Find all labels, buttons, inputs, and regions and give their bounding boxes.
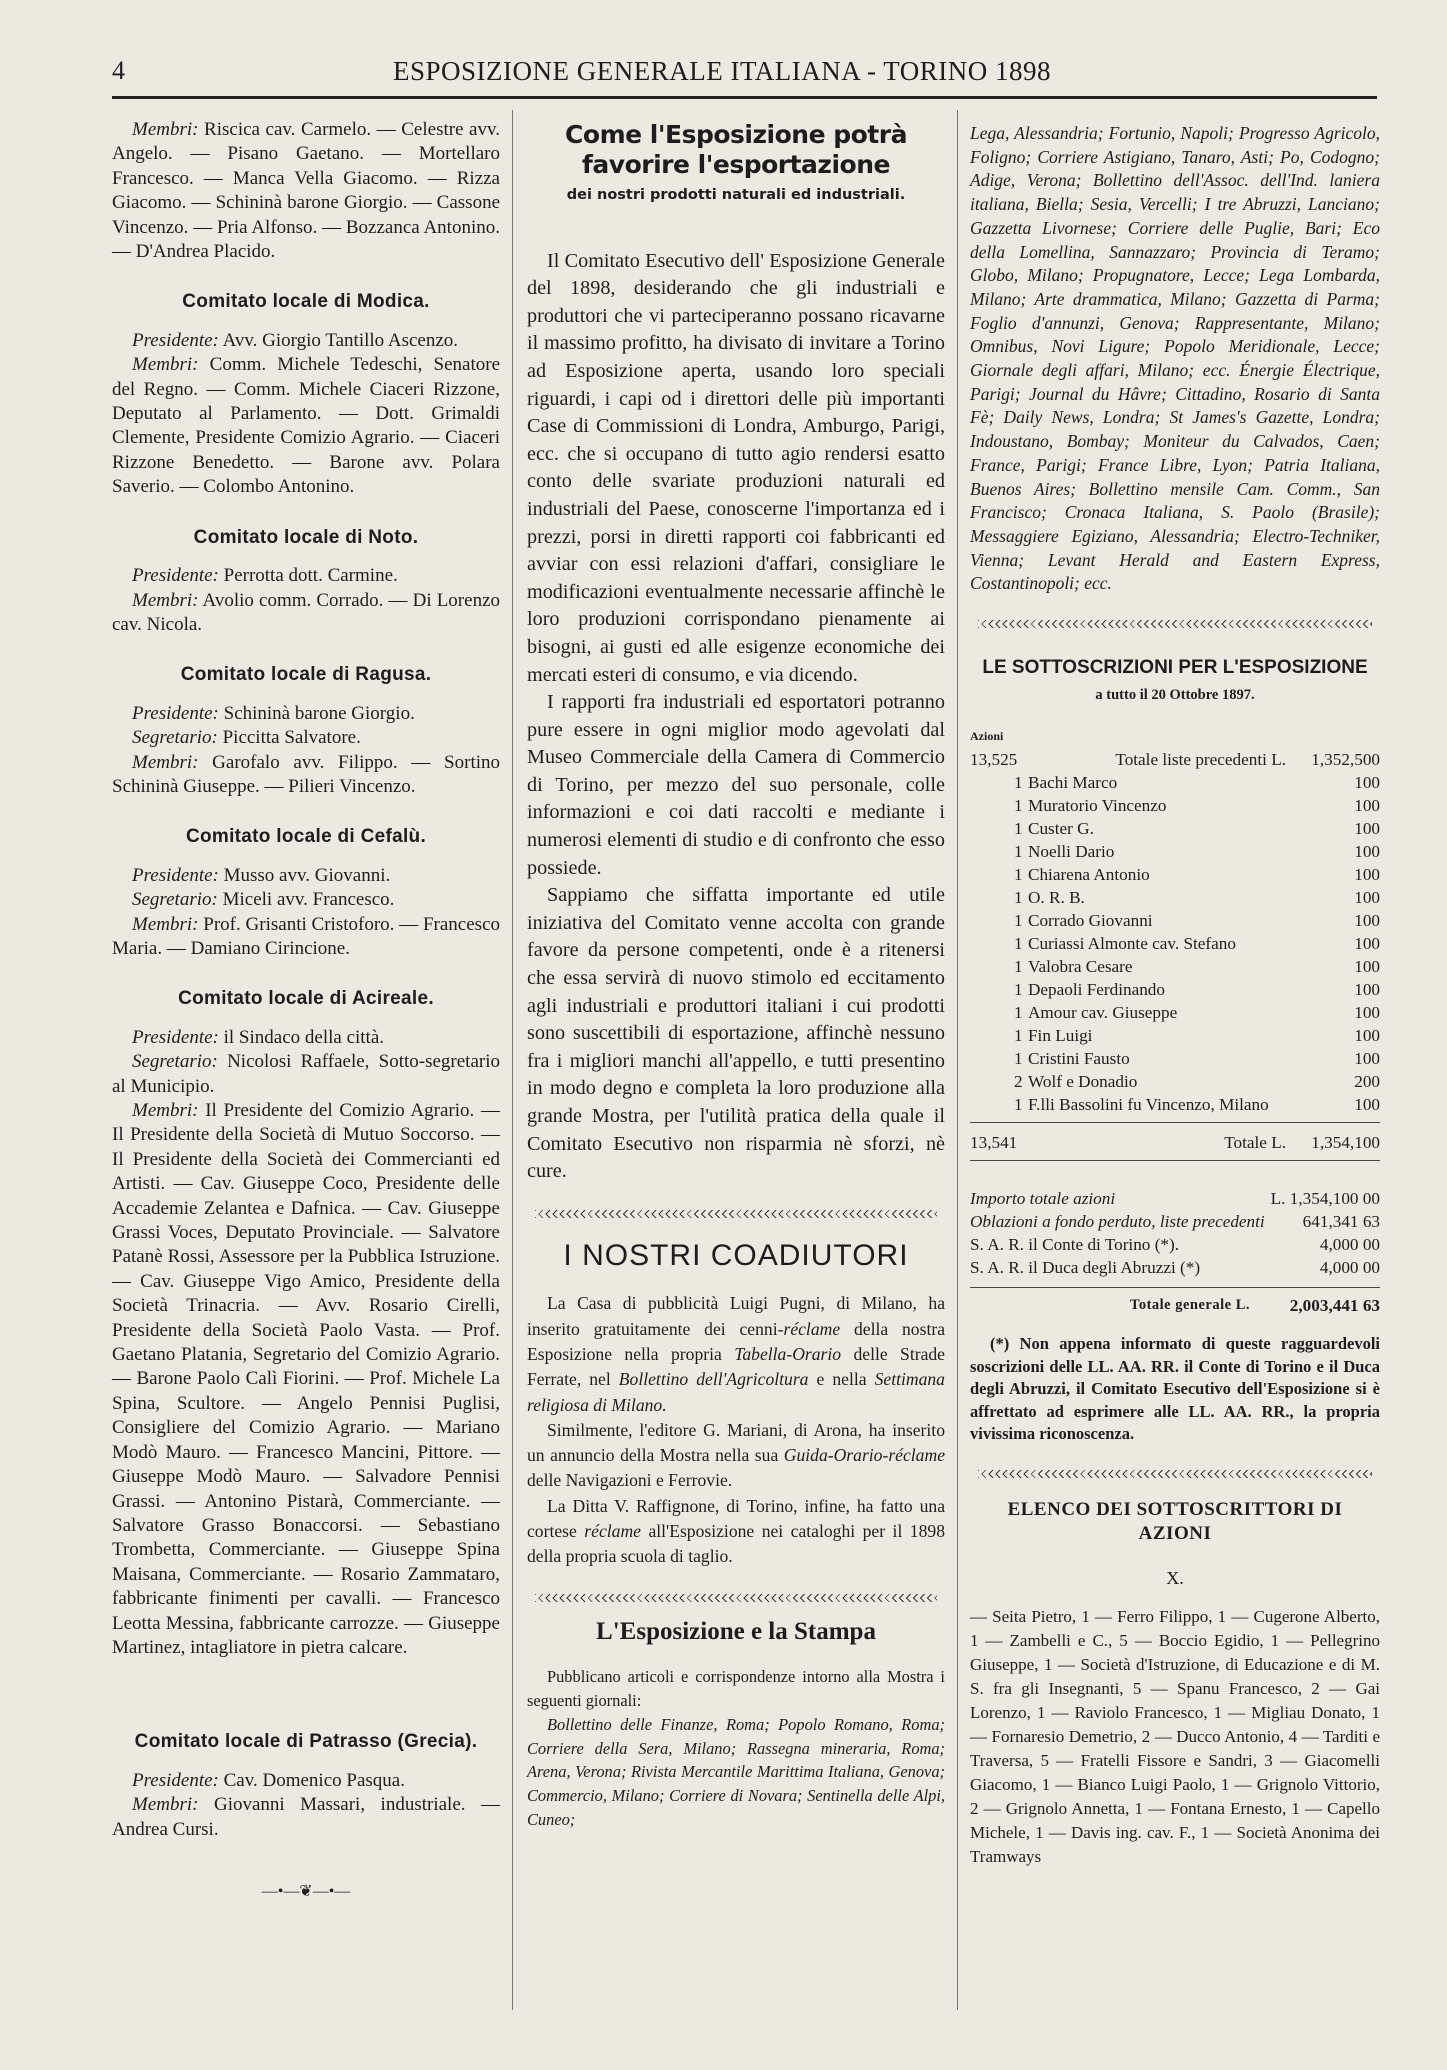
text: Bollettino dell'Agricoltura xyxy=(618,1369,809,1390)
paragraph xyxy=(527,1494,945,1570)
text: Giovanni Massari, industriale. — Andrea Cursi. xyxy=(112,1794,500,1840)
name: O. R. B. xyxy=(1028,888,1085,908)
column-header: Azioni xyxy=(970,729,1004,744)
count: 1 xyxy=(1014,1026,1023,1046)
label: S. A. R. il Duca degli Abruzzi (*) xyxy=(970,1258,1201,1278)
amount: 100 xyxy=(1354,1026,1380,1046)
count: 1 xyxy=(1014,911,1023,931)
table-row xyxy=(970,840,1380,863)
membri xyxy=(112,913,500,962)
label: Presidente: xyxy=(132,565,219,587)
table-row xyxy=(970,794,1380,817)
table-row xyxy=(970,863,1380,886)
label: Membri: xyxy=(132,913,199,935)
section-title: L'Esposizione e la Stampa xyxy=(596,1617,876,1645)
count: 1 xyxy=(1014,773,1023,793)
label: Segretario: xyxy=(132,1051,218,1073)
membri xyxy=(112,353,500,499)
amount: 100 xyxy=(1354,911,1380,931)
membri xyxy=(112,1099,500,1660)
section-title: Comitato locale di Patrasso (Grecia). xyxy=(134,1731,478,1753)
text: Comm. Michele Tedeschi, Senatore del Regno. — Comm. Michele Ciaceri Rizzone, Deputato al Parlamento. — Dott. Grimaldi Clemente, Presidente Comizio Agrario. — Ciaceri Rizzone Benedetto. — Barone avv. Polara Saverio. — Colombo Antonino. xyxy=(112,354,500,498)
count: 1 xyxy=(1014,1003,1023,1023)
label: Presidente: xyxy=(132,864,219,886)
segretario xyxy=(112,888,500,912)
section-title: ELENCO DEI SOTTOSCRITTORI DI AZIONI xyxy=(1007,1498,1343,1544)
name: Wolf e Donadio xyxy=(1028,1072,1138,1092)
amount: 4,000 00 xyxy=(1319,1235,1380,1255)
text: réclame xyxy=(584,1521,641,1542)
membri xyxy=(112,589,500,638)
paragraph: Bollettino delle Finanze, Roma; Popolo Romano, Roma; Corriere della Sera, Milano; Rassegna mineraria, Roma; Arena, Verona; Rivista Mercantile Marittima Italiana, Genova; Commercio, Milano; Corriere di Novara; Sentinella delle Alpi, Cuneo; xyxy=(527,1714,945,1830)
table-row xyxy=(970,1233,1380,1256)
column-left xyxy=(112,118,500,1904)
text: Settimana religiosa di Milano. xyxy=(527,1369,945,1415)
count: 1 xyxy=(1014,957,1023,977)
summary-table xyxy=(970,1187,1380,1279)
section-number: X. xyxy=(1166,1568,1184,1589)
text: Avv. Giorgio Tantillo Ascenzo. xyxy=(222,329,459,351)
presidente xyxy=(112,329,500,353)
paragraph: — Seita Pietro, 1 — Ferro Filippo, 1 — Cugerone Alberto, 1 — Zambelli e C., 5 — Boccio Egidio, 1 — Pellegrino Giuseppe, 1 — Società d'Istruzione, di Educazione e di M. S. fra gli Insegnanti, 5 — Spanu Francesco, 2 — Gai Lorenzo, 1 — Raviolo Francesco, 1 — Migliau Donato, 1 — Fornaresio Demetrio, 2 — Ducco Antonio, 4 — Tarditi e Traversa, 5 — Fratelli Fissore e Sandri, 3 — Giacomelli Giacomo, 1 — Bianco Luigi Paolo, 1 — Grignolo Vittorio, 2 — Grignolo Annetta, 1 — Fontana Ernesto, 1 — Capello Michele, 1 — Davis ing. cav. F., 1 — Società Anonima dei Tramways xyxy=(970,1607,1380,1867)
presidente xyxy=(112,564,500,588)
count: 13,525 xyxy=(970,750,1018,770)
count: 1 xyxy=(1014,1049,1023,1069)
label: Presidente: xyxy=(132,329,219,351)
text: Il Presidente del Comizio Agrario. — Il Presidente della Società di Mutuo Soccorso. — Il Presidente della Società dei Commercianti ed Artisti. — Cav. Giuseppe Coco, Presidente delle Accademie Zelantea e Dafnica. — Cav. Giuseppe Grassi Voces, Deputato Provinciale. — Salvatore Patanè Rossi, Assessore per la Pubblica Istruzione. — Cav. Giuseppe Vigo Amico, Presidente della Società Trinacria. — Avv. Rosario Cirelli, Presidente della Società Paolo Vasta. — Prof. Gaetano Platania, Segretario del Comizio Agrario. — Barone Paolo Calì Fiorini. — Prof. Michele La Spina, Scultore. — Angelo Pennisi Puglisi, Consigliere del Comizio Agrario. — Mariano Modò Mauro. — Francesco Mancini, Pittore. — Giuseppe Modò Mauro. — Salvadore Pennisi Grassi. — Antonino Pistarà, Commerciante. — Salvatore Grasso Bonaccorsi. — Sebastiano Trombetta, Commerciante. — Giuseppe Spina Maisana, Commerciante. — Rosario Zammataro, fabbricante finimenti per cavalli. — Francesco Leotta Messina, fabbricante carrozze. — Giuseppe Martinez, intagliatore in pietra calcare. xyxy=(112,1100,500,1658)
paragraph: Sappiamo che siffatta importante ed utile iniziativa del Comitato venne accolta con grande favore da persone competenti, onde è a ritenersi che essa servirà di nuovo stimolo ed eccitamento agli industriali e produttori italiani i cui prodotti sono suscettibili di esportazione, affinchè nessuno fra i migliori manchi all'appello, e tutti presentino in modo degno e completa la loro produzione alla grande Mostra, per l'utilità pratica della quale il Comitato Esecutivo non risparmia nè sforzi, nè cure. xyxy=(527,884,945,1183)
table-row xyxy=(970,748,1380,771)
text: réclame xyxy=(783,1318,841,1339)
text: La Casa di pubblicità Luigi Pugni, di Milano, ha inserito gratuitamente dei cenni- xyxy=(527,1293,945,1339)
running-header xyxy=(112,52,1332,94)
label: Membri: xyxy=(132,589,199,611)
name: F.lli Bassolini fu Vincenzo, Milano xyxy=(1028,1095,1269,1115)
amount: 1,352,500 xyxy=(1311,750,1380,770)
presidente xyxy=(112,1026,500,1050)
text: e nella xyxy=(808,1369,875,1390)
text: all'Esposizione nei cataloghi per il 1898 della propria scuola di taglio. xyxy=(527,1521,945,1567)
amount: 100 xyxy=(1354,1049,1380,1069)
segretario xyxy=(112,726,500,750)
table-rule xyxy=(970,1287,1380,1288)
table-row xyxy=(970,886,1380,909)
table-row xyxy=(970,978,1380,1001)
subscriptions-total xyxy=(970,1131,1380,1154)
text: della nostra Esposizione nella propria xyxy=(527,1318,945,1364)
table-row xyxy=(970,817,1380,840)
presidente xyxy=(112,1769,500,1793)
text: Miceli avv. Francesco. xyxy=(222,889,395,911)
label: Segretario: xyxy=(132,727,218,749)
amount: 100 xyxy=(1354,796,1380,816)
segretario xyxy=(112,1050,500,1099)
name: Bachi Marco xyxy=(1028,773,1118,793)
table-row xyxy=(970,725,1380,748)
subscriptions-table xyxy=(970,725,1380,1116)
count: 1 xyxy=(1014,934,1023,954)
membri xyxy=(112,1793,500,1842)
paragraph xyxy=(527,1418,945,1494)
table-rule xyxy=(970,1160,1380,1161)
amount: 641,341 63 xyxy=(1302,1212,1380,1232)
text: Prof. Grisanti Cristoforo. — Francesco Maria. — Damiano Cirincione. xyxy=(112,913,501,959)
count: 1 xyxy=(1014,1095,1023,1115)
coadiutori-body xyxy=(527,1291,945,1569)
label: Totale L. xyxy=(1224,1133,1286,1153)
table-row xyxy=(970,1294,1380,1317)
ornamental-rule xyxy=(535,1210,937,1218)
amount: 2,003,441 63 xyxy=(1289,1296,1380,1316)
count: 1 xyxy=(1014,865,1023,885)
label: Presidente: xyxy=(132,702,219,724)
ornamental-rule xyxy=(535,1594,937,1602)
count: 1 xyxy=(1014,796,1023,816)
name: Curiassi Almonte cav. Stefano xyxy=(1028,934,1236,954)
label: Presidente: xyxy=(132,1769,219,1791)
name: Cristini Fausto xyxy=(1028,1049,1130,1069)
table-row xyxy=(970,1001,1380,1024)
article-title: Come l'Esposizione potrà favorire l'esportazione xyxy=(565,120,907,179)
table-row xyxy=(970,1024,1380,1047)
text: Nicolosi Raffaele, Sotto-segretario al Municipio. xyxy=(112,1051,500,1097)
label: Oblazioni a fondo perduto, liste precedenti xyxy=(970,1212,1265,1232)
header-rule xyxy=(112,96,1377,99)
table-row xyxy=(970,1070,1380,1093)
label: S. A. R. il Conte di Torino (*). xyxy=(970,1235,1180,1255)
footnote: (*) Non appena informato di queste ragguardevoli soscrizioni delle LL. AA. RR. il Conte di Torino e il Duca degli Abruzzi, il Comitato Esecutivo dell'Esposizione si è affrettato ad esprimere alle LL. AA. RR., la propria vivissima riconoscenza. xyxy=(970,1334,1380,1444)
name: Corrado Giovanni xyxy=(1028,911,1153,931)
count: 1 xyxy=(1014,980,1023,1000)
section-title: Comitato locale di Modica. xyxy=(182,291,430,313)
name: Fin Luigi xyxy=(1028,1026,1093,1046)
text: Piccitta Salvatore. xyxy=(222,727,361,749)
text: delle Navigazioni e Ferrovie. xyxy=(527,1470,733,1491)
text: Similmente, l'editore G. Mariani, di Arona, ha inserito un annuncio della Mostra nella sua xyxy=(527,1419,945,1466)
label: Membri: xyxy=(132,1794,199,1816)
amount: 100 xyxy=(1354,957,1380,977)
presidente xyxy=(112,864,500,888)
column-divider xyxy=(957,110,958,2010)
membri xyxy=(112,751,500,800)
table-row xyxy=(970,932,1380,955)
label: Membri: xyxy=(132,1100,199,1121)
amount: L. 1,354,100 00 xyxy=(1270,1189,1380,1209)
amount: 100 xyxy=(1354,1095,1380,1115)
name: Valobra Cesare xyxy=(1028,957,1133,977)
amount: 100 xyxy=(1354,980,1380,1000)
label: Presidente: xyxy=(132,1026,219,1048)
label: Membri: xyxy=(132,354,199,376)
amount: 4,000 00 xyxy=(1319,1258,1380,1278)
table-row xyxy=(970,1256,1380,1279)
text: il Sindaco della città. xyxy=(223,1026,385,1048)
count: 13,541 xyxy=(970,1133,1018,1153)
name: Noelli Dario xyxy=(1028,842,1115,862)
label: Totale generale L. xyxy=(1129,1297,1250,1314)
fleuron-ornament: —•—❦—•— xyxy=(261,1882,351,1900)
name: Custer G. xyxy=(1028,819,1094,839)
label: Totale liste precedenti L. xyxy=(1115,750,1286,770)
column-middle xyxy=(527,120,945,1832)
amount: 100 xyxy=(1354,773,1380,793)
label: Importo totale azioni xyxy=(970,1189,1116,1209)
name: Chiarena Antonio xyxy=(1028,865,1150,885)
grand-total xyxy=(970,1294,1380,1317)
text: Perrotta dott. Carmine. xyxy=(223,565,398,587)
amount: 100 xyxy=(1354,842,1380,862)
amount: 200 xyxy=(1354,1072,1380,1092)
name: Amour cav. Giuseppe xyxy=(1028,1003,1178,1023)
amount: 100 xyxy=(1354,934,1380,954)
amount: 100 xyxy=(1354,1003,1380,1023)
stampa-body xyxy=(527,1665,945,1832)
count: 1 xyxy=(1014,819,1023,839)
table-row xyxy=(970,1047,1380,1070)
table-row xyxy=(970,1093,1380,1116)
paragraph: Pubblicano articoli e corrispondenze intorno alla Mostra i seguenti giornali: xyxy=(527,1667,945,1711)
count: 1 xyxy=(1014,888,1023,908)
amount: 100 xyxy=(1354,865,1380,885)
section-title: I NOSTRI COADIUTORI xyxy=(563,1238,909,1272)
column-divider xyxy=(512,110,513,2010)
name: Depaoli Ferdinando xyxy=(1028,980,1165,1000)
running-title: ESPOSIZIONE GENERALE ITALIANA - TORINO 1898 xyxy=(392,56,1052,86)
table-row xyxy=(970,955,1380,978)
text: La Ditta V. Raffignone, di Torino, infine, ha fatto una cortese xyxy=(527,1495,945,1542)
ornamental-rule xyxy=(978,1470,1372,1478)
label: Membri: xyxy=(132,119,199,140)
table-row xyxy=(970,1131,1380,1154)
count: 1 xyxy=(1014,842,1023,862)
section-title: Comitato locale di Noto. xyxy=(193,526,419,548)
ornamental-rule xyxy=(978,620,1372,628)
paragraph xyxy=(527,1291,945,1417)
text: Avolio comm. Corrado. — Di Lorenzo cav. Nicola. xyxy=(112,589,500,635)
amount: 100 xyxy=(1354,888,1380,908)
table-row xyxy=(970,771,1380,794)
paragraph: Lega, Alessandria; Fortunio, Napoli; Progresso Agricolo, Foligno; Corriere Astigiano, Tanaro, Asti; Po, Codogno; Adige, Verona; Bollettino dell'Assoc. dell'Ind. laniera italiana, Biella; Sesia, Vercelli; I tre Abruzzi, Lanciano; Gazzetta Livornese; Corriere delle Puglie, Bari; Eco della Lomellina, Sannazzaro; Provincia di Teramo; Globo, Milano; Propugnatore, Lecce; Lega Lombarda, Milano; Arte drammatica, Milano; Gazzetta di Parma; Foglio d'annunzi, Genova; Rappresentante, Milano; Omnibus, Novi Ligure; Popolo Meridionale, Lecce; Giornale degli affari, Milano; ecc. Énergie Électrique, Parigi; Journal du Hâvre; Cittadino, Rosario di Santa Fè; Daily News, Londra; St James's Gazette, Londra; Indoustano, Bombay; Moniteur du Calvados, Caen; France, Parigi; France Libre, Lyon; Patria Italiana, Buenos Aires; Bollettino mensile Cam. Comm., San Francisco; Cronaca Italiana, S. Paolo (Brasile); Messaggiere Egiziano, Alessandria; Electro-Techniker, Vienna; Levant Herald and Eastern Express, Costantinopoli; ecc. xyxy=(970,123,1380,594)
column-right xyxy=(970,122,1380,1869)
text: Guida-Orario-réclame xyxy=(783,1445,945,1466)
section-title: Comitato locale di Ragusa. xyxy=(180,664,432,686)
label: Segretario: xyxy=(132,889,218,911)
text: Tabella-Orario xyxy=(734,1343,842,1364)
text: Garofalo avv. Filippo. — Sortino Schininà Giuseppe. — Pilieri Vincenzo. xyxy=(112,751,500,797)
table-row xyxy=(970,909,1380,932)
amount: 1,354,100 xyxy=(1311,1133,1380,1153)
section-title: Comitato locale di Acireale. xyxy=(178,988,434,1010)
table-row xyxy=(970,1210,1380,1233)
table-rule xyxy=(970,1122,1380,1123)
text: delle Strade Ferrate, nel xyxy=(527,1343,945,1390)
text: Riscica cav. Carmelo. — Celestre avv. Angelo. — Pisano Gaetano. — Mortellaro Francesco. — Manca Vella Giacomo. — Rizza Giacomo. — Schininà barone Giorgio. — Cassone Vincenzo. — Pria Alfonso. — Bozzanca Antonino. — D'Andrea Placido. xyxy=(112,119,501,263)
page-number: 4 xyxy=(112,56,125,85)
amount: 100 xyxy=(1354,819,1380,839)
presidente xyxy=(112,702,500,726)
label: Membri: xyxy=(132,751,199,773)
paragraph: I rapporti fra industriali ed esportatori potranno pure essere in ogni miglior modo agevolati dal Museo Commerciale della Camera di Commercio di Torino, per mezzo del suo personale, colle informazioni e coi dati raccolti e mediante i numerosi elementi di studio e di confronto che esso possiede. xyxy=(527,691,945,879)
section-subtitle: a tutto il 20 Ottobre 1897. xyxy=(1095,686,1255,703)
name: Muratorio Vincenzo xyxy=(1028,796,1167,816)
text: Cav. Domenico Pasqua. xyxy=(223,1769,405,1791)
section-title: Comitato locale di Cefalù. xyxy=(185,826,427,848)
table-row xyxy=(970,1187,1380,1210)
text: Musso avv. Giovanni. xyxy=(223,864,391,886)
text: Schininà barone Giorgio. xyxy=(223,702,415,724)
count: 2 xyxy=(1014,1072,1023,1092)
intro-membri xyxy=(112,118,500,264)
paragraph: Il Comitato Esecutivo dell' Esposizione Generale del 1898, desiderando che gli industriali e produttori che vi parteciperanno possano ricavarne il massimo profitto, ha divisato di invitare a Torino ad Esposizione aperta, usando loro speciali riguardi, i capi od i direttori delle più importanti Case di Commissioni di Londra, Amburgo, Parigi, ecc. che si occupano di tutto agio rendersi esatto conto delle svariate produzioni naturali ed industriali del Paese, conoscerne l'importanza ed i prezzi, porsi in diretti rapporti coi fabbricanti ed avviar con essi relazioni d'affari, consigliare le modificazioni eventualmente necessarie affinchè le loro produzioni corrispondano pienamente ai bisogni, ai gusti ed alle esigenze economiche dei mercati esteri di consumo, e via dicendo. xyxy=(527,249,945,686)
section-title: LE SOTTOSCRIZIONI PER L'ESPOSIZIONE xyxy=(982,657,1368,679)
article-subtitle: dei nostri prodotti naturali ed industriali. xyxy=(566,187,906,203)
